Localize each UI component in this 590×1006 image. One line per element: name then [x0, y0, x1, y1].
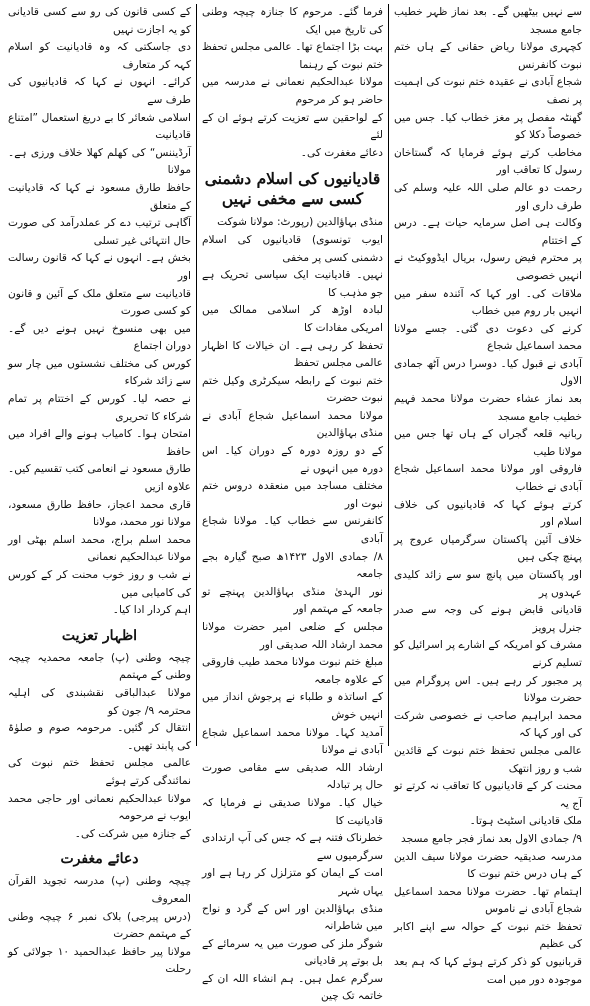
prayer-text: چیچہ وطنی (پ) مدرسہ تجوید القرآن المعروف (درس پیرجی) بلاک نمبر ۶ چیچہ وطنی کے مہتمم حضرت مولانا پیر حافظ عبدالحمید ۱۰ جولائی کو رحلت: [8, 875, 191, 976]
article-body-final-text: ۹/ جمادی الاول بعد نماز فجر جامع مسجد مدرسہ صدیقیہ حضرت مولانا سیف الدین کے ہاں درس ختم نبوت کا اہتمام تھا۔ حضرت مولانا محمد اسماعیل شجاع آبادی نے ناموس تحفظ ختم نبوت کے حوالہ سے اپنے اکابر کی عظیم قربانیوں کو ذکر کرتے ہوئے کہا کہ ہم بعد موجودہ دور میں امت: [394, 832, 582, 986]
article-body-continued-text: سے نہیں بیٹھیں گے۔ بعد نماز ظہر خطیب جامع مسجد کچہری مولانا ریاض حقانی کے ہاں ختم نبوت کانفرنس شجاع آبادی نے عقیدہ ختم نبوت کی اہمیت پر نصف گھنٹہ مفصل پر مغز خطاب کیا۔ جس میں خصوصاً دکلا کو مخاطب کرتے ہوئے فرمایا کہ گستاخان رسول کا تعاقب اور رحمت دو عالم صلی اللہ علیہ وسلم کی طرف داری اور وکالت ہی اصل سرمایہ حیات ہے۔ درس کے اختتام پر محترم فیض رسول، بریال ایڈووکیٹ نے انہیں خصوصی ملاقات کی۔ اور کہا کہ آئندہ سفر میں انہیں بار روم میں خطاب کرنے کی دعوت دی گئی۔ جسے مولانا محمد اسماعیل شجاع آبادی نے قبول کیا۔ دوسرا درس آٹھ جمادی الاول بعد نماز عشاء حضرت مولانا محمد فہیم خطیب جامع مسجد ربانیہ قلعہ گجراں کے ہاں تھا جس میں مولانا طیب فاروقی اور مولانا محمد اسماعیل شجاع آبادی نے خطاب کرتے ہوئے کہا کہ قادیانیوں کی خلاف اسلام اور خلاف آئین پاکستان سرگرمیاں عروج پر پہنچ چکی ہیں اور پاکستان میں پانچ سو سے زائد کلیدی عہدوں پر قادیانی قابض ہونے کی وجہ سے صدر جنرل پرویز مشرف کو امریکہ کے اشارے پر اسرائیل کو تسلیم کرنے پر مجبور کر رہے ہیں۔ اس پروگرام میں حضرت مولانا محمد ابراہیم صاحب نے خصوصی شرکت کی اور کہا کہ عالمی مجلس تحفظ ختم نبوت کے قائدین شب و روز انتھک محنت کر کے قادیانیوں کا تعاقب نہ کرتے تو آج یہ ملک قادیانی اسٹیٹ ہوتا۔: [394, 6, 582, 828]
article-headline: قادیانیوں کی اسلام دشمنی کسی سے مخفی نہیں: [204, 169, 381, 209]
article-continuation-text: کے کسی قانون کی رو سے کسی قادیانی کو یہ اجازت نہیں دی جاسکتی کہ وہ قادیانیت کو اسلام کہہ کر متعارف کرائے۔ انہوں نے کہا کہ قادیانیوں کی طرف سے اسلامی شعائر کا بے دریغ استعمال ”امتناع قادیانیت آرڈیننس“ کی کھلم کھلا خلاف ورزی ہے۔ مولانا حافظ طارق مسعود نے کہا کہ قادیانیت کے متعلق آگاہی ترتیب دے کر عملدرآمد کی صورت حال انتہائی غیر تسلی بخش ہے۔ انہوں نے کہا کہ قانون رسالت اور قادیانیت سے متعلق ملک کے آئین و قانون کو کسی صورت میں بھی منسوخ نہیں ہونے دیں گے۔ دوران اجتماع کورس کی مختلف نشستوں میں چار سو سے زائد شرکاء نے حصہ لیا۔ کورس کے اختتام پر تمام شرکاء کا تحریری امتحان ہوا۔ کامیاب ہونے والے افراد میں حافظ طارق مسعود نے انعامی کتب تقسیم کیں۔ علاوہ ازیں قاری محمد اعجاز، حافظ طارق مسعود، مولانا نور محمد، مولانا محمد اسلم براج، محمد اسلم بھٹی اور مولانا عبدالحکیم نعمانی نے شب و روز خوب محنت کر کے کورس کی کامیابی میں اہم کردار ادا کیا۔: [8, 6, 191, 617]
article-body-text: منڈی بہاؤالدین (رپورٹ: مولانا شوکت ایوب تونسوی) قادیانیوں کی اسلام دشمنی کسی پر مخفی نہیں۔ قادیانیت ایک سیاسی تحریک ہے جو مذہب کا لبادہ اوڑھ کر اسلامی ممالک میں امریکی مفادات کا تحفظ کر رہی ہے۔ ان خیالات کا اظہار عالمی مجلس تحفظ ختم نبوت کے رابطہ سیکرٹری وکیل ختم نبوت حضرت مولانا محمد اسماعیل شجاع آبادی نے منڈی بہاؤالدین کے دو روزہ دورہ کے دوران کیا۔ اس دورہ میں انہوں نے مختلف مساجد میں منعقدہ دروس ختم نبوت اور کانفرنس سے خطاب کیا۔ مولانا شجاع آبادی ۸/ جمادی الاول ۱۴۲۳ھ صبح گیارہ بجے جامعہ نور الہدیٰ منڈی بہاؤالدین پہنچے تو جامعہ کے مہتمم اور مجلس کے ضلعی امیر حضرت مولانا محمد ارشاد اللہ صدیقی اور مبلغ ختم نبوت مولانا محمد طیب فاروقی کے علاوہ جامعہ کے اساتذہ و طلباء نے پرجوش انداز میں انہیں خوش آمدید کہا۔ مولانا محمد اسماعیل شجاع آبادی نے مولانا ارشاد اللہ صدیقی سے مقامی صورت حال پر تبادلہ خیال کیا۔ مولانا صدیقی نے فرمایا کہ قادیانیت کا خطرناک فتنہ ہے کہ جس کی آپ ارتدادی سرگرمیوں سے امت کے ایمان کو متزلزل کر رہا ہے اور یہاں شہر منڈی بہاؤالدین اور اس کے گرد و نواح میں شاطرانہ شوگر ملز کی صورت میں یہ سرمائے کے بل بوتے پر قادیانی سرگرم عمل ہیں۔ ہم انشاء اللہ ان کے خاتمہ تک چین: [201, 216, 383, 1003]
article-column-right: [3, 4, 196, 976]
condolence-text: چیچہ وطنی (پ) جامعہ محمدیہ چیچہ وطنی کے مہتمم مولانا عبدالباقی نقشبندی کی اہلیہ محترمہ ۹/ جون کو انتقال کر گئیں۔ مرحومہ صوم و صلوٰۃ کی پابند تھیں۔ عالمی مجلس تحفظ ختم نبوت کی نمائندگی کرتے ہوئے مولانا عبدالحکیم نعمانی اور حاجی محمد ایوب نے مرحومہ کے جنازہ میں شرکت کی۔: [8, 651, 191, 840]
prayer-heading: دعائے مغفرت: [60, 851, 139, 868]
condolence-heading: اظہار تعزیت: [61, 627, 138, 644]
article-column-middle: [196, 4, 389, 1003]
prayer-continuation-text: فرما گئے۔ مرحوم کا جنازہ چیچہ وطنی کی تاریخ میں ایک بہت بڑا اجتماع تھا۔ عالمی مجلس تحفظ ختم نبوت کے رہنما مولانا عبدالحکیم نعمانی نے مدرسہ میں حاضر ہو کر مرحوم کے لواحقین سے تعزیت کرتے ہوئے ان کے لئے دعائے مغفرت کی۔: [202, 6, 383, 159]
article-column-left: [389, 4, 587, 986]
